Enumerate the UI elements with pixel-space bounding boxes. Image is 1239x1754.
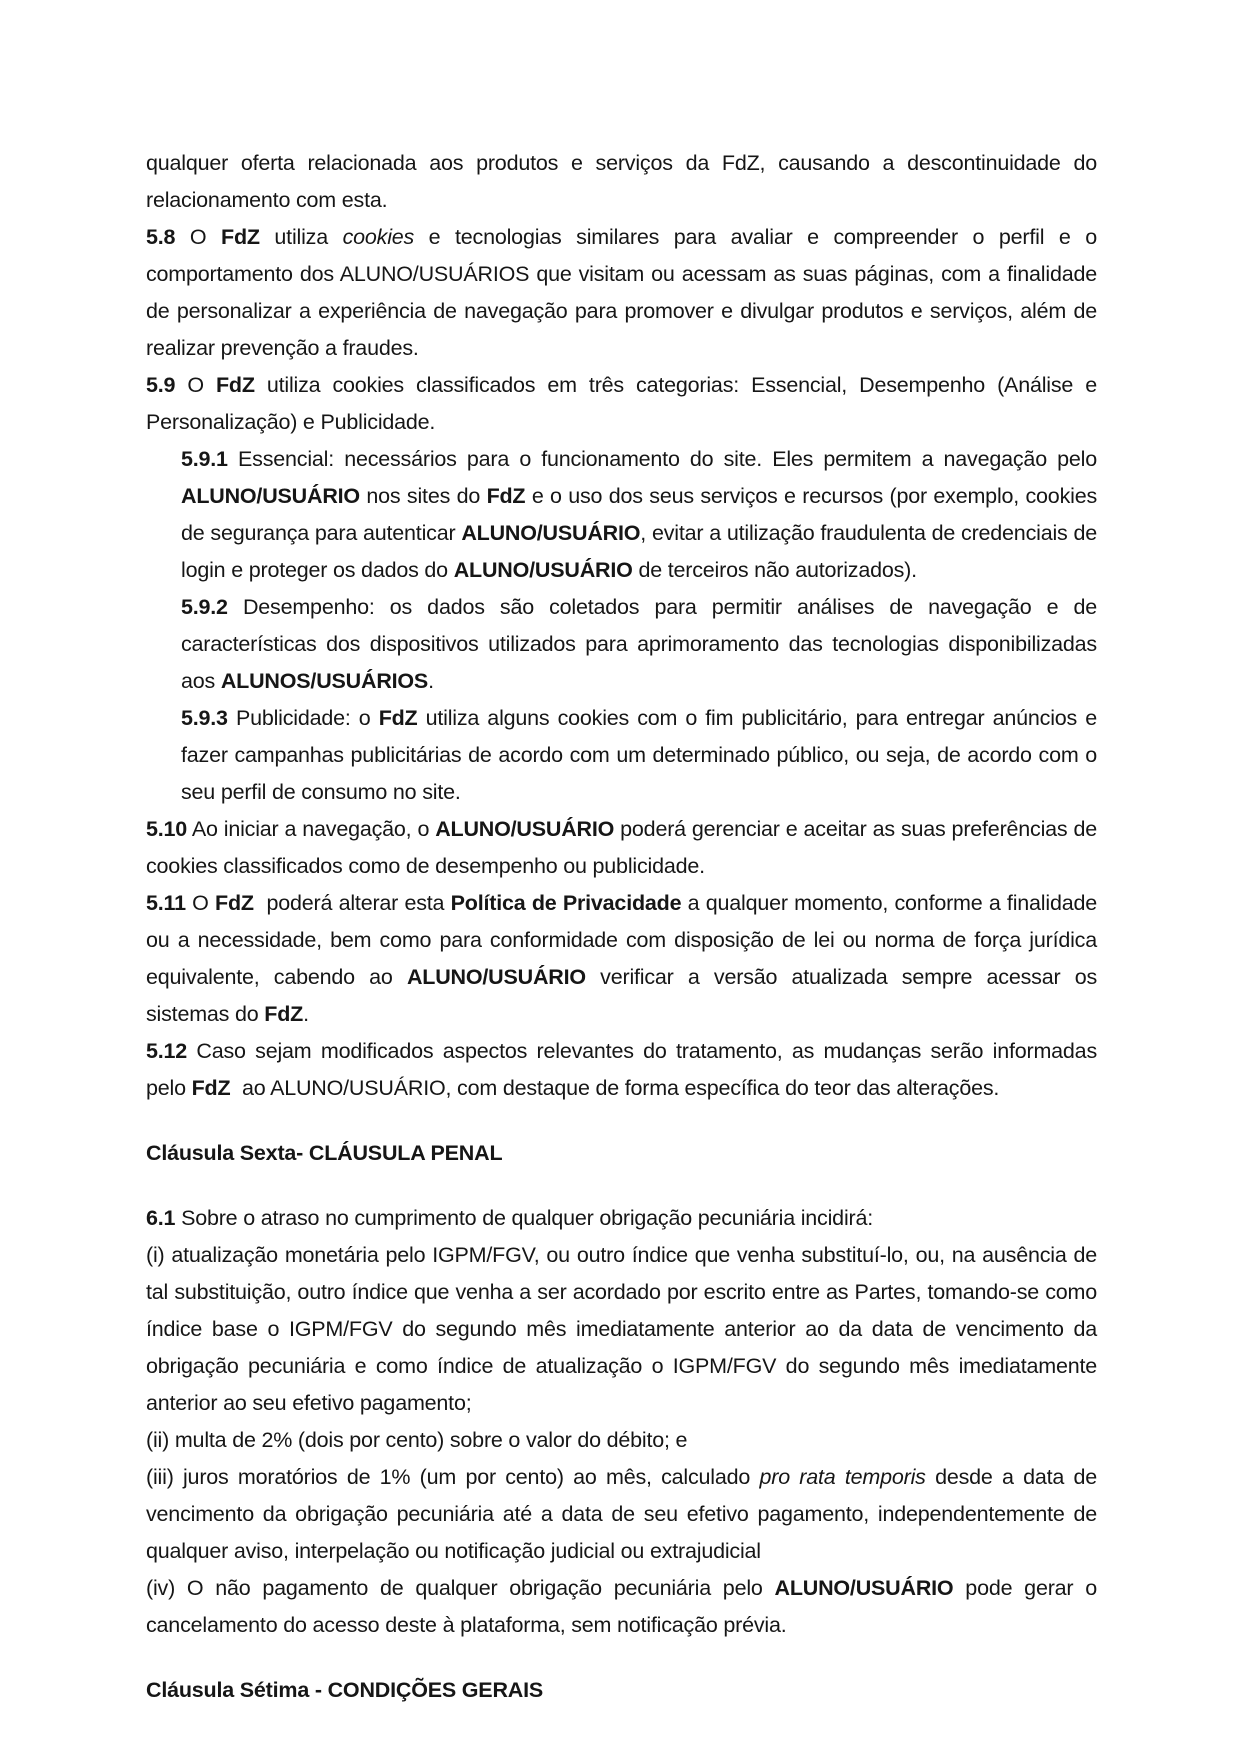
item-iii-run: pro rata temporis — [759, 1465, 926, 1489]
clause-5-9-1-run: e o uso dos seus serviços e recursos (por exemplo, cookies de segurança para autenticar — [181, 484, 1103, 545]
heading-clausula-setima — [146, 1672, 1097, 1709]
clause-5-12-run: FdZ — [191, 1076, 231, 1100]
document-content — [146, 145, 1103, 1737]
item-iii-run: desde a data de vencimento da obrigação pecuniária até a data de seu efetivo pagamento, independentemente de qualquer aviso, interpelação ou notificação judicial ou extrajudicial — [146, 1465, 1103, 1563]
clause-5-9-3-run: Publicidade: o — [227, 706, 379, 730]
clause-5-8 — [146, 219, 1103, 367]
clause-5-10-run: 5.10 — [146, 817, 188, 841]
clause-5-9-2-run: ALUNOS/USUÁRIOS — [220, 669, 429, 693]
clause-5-9-run: utiliza cookies classificados em três categorias: Essencial, Desempenho (Análise e Personalização) e Publicidade. — [146, 373, 1103, 434]
continuation-paragraph-run: qualquer oferta relacionada aos produtos e serviços da FdZ, causando a descontinuidade do relacionamento com esta. — [146, 151, 1103, 212]
clause-5-9 — [146, 367, 1103, 441]
item-iv — [146, 1570, 1103, 1644]
clause-5-8-run: utiliza — [259, 225, 343, 249]
clause-5-11-run: 5.11 — [146, 891, 186, 915]
clause-5-9-2-run: 5.9.2 — [181, 595, 228, 619]
clause-5-12-run: Caso sejam modificados aspectos relevantes do tratamento, as mudanças serão informadas pelo — [146, 1039, 1103, 1100]
clause-5-10-run: ALUNO/USUÁRIO — [435, 817, 615, 841]
heading-clausula-sexta-run: Cláusula Sexta- CLÁUSULA PENAL — [146, 1141, 503, 1165]
clause-5-9-2 — [181, 589, 1103, 700]
clause-5-10 — [146, 811, 1103, 885]
clause-5-9-3-run: FdZ — [378, 706, 418, 730]
clause-5-9-1-run: ALUNO/USUÁRIO — [181, 484, 360, 508]
clause-5-8-run: O — [175, 225, 222, 249]
clause-5-12 — [146, 1033, 1103, 1107]
continuation-paragraph — [146, 145, 1103, 219]
clause-5-9-3-run: utiliza alguns cookies com o fim publicitário, para entregar anúncios e fazer campanhas publicitárias de acordo com um determinado público, ou seja, de acordo com o seu perfil de consumo no site. — [181, 706, 1103, 804]
clause-5-8-run: e tecnologias similares para avaliar e compreender o perfil e o comportamento dos ALUNO/USUÁRIOS que visitam ou acessam as suas páginas, com a finalidade de personalizar a experiência de navegação para promover e divulgar produtos e serviços, além de realizar prevenção a fraudes. — [146, 225, 1103, 360]
item-ii — [146, 1422, 1097, 1459]
clause-5-9-1-run: ALUNO/USUÁRIO — [461, 521, 641, 545]
heading-clausula-setima-run: Cláusula Sétima - CONDIÇÕES GERAIS — [146, 1678, 544, 1702]
clause-5-9-1-run: , evitar a utilização fraudulenta de credenciais de login e proteger os dados do — [181, 521, 1103, 582]
heading-clausula-sexta — [146, 1135, 1097, 1172]
clause-5-11-run: FdZ — [215, 891, 254, 915]
clause-6-1-run: Sobre o atraso no cumprimento de qualquer obrigação pecuniária incidirá: — [175, 1206, 874, 1230]
item-iv-run: pode gerar o cancelamento do acesso deste à plataforma, sem notificação prévia. — [146, 1576, 1103, 1637]
clause-5-11-run: Política de Privacidade — [450, 891, 682, 915]
clause-5-9-1-run: ALUNO/USUÁRIO — [453, 558, 633, 582]
item-iii — [146, 1459, 1103, 1570]
clause-5-9-2-run: Desempenho: os dados são coletados para permitir análises de navegação e de características dos dispositivos utilizados para aprimoramento das tecnologias disponibilizadas aos — [181, 595, 1103, 693]
item-i-run: (i) atualização monetária pelo IGPM/FGV, ou outro índice que venha substituí-lo, ou, na ausência de tal substituição, outro índice que venha a ser acordado por escrito entre as Partes, tomando-se como índice base o IGPM/FGV do segundo mês imediatamente anterior ao da data de vencimento da obrigação pecuniária e como índice de atualização o IGPM/FGV do segundo mês imediatamente anterior ao seu efetivo pagamento; — [146, 1243, 1103, 1415]
clause-5-8-run: cookies — [342, 225, 415, 249]
clause-6-1-run: 6.1 — [146, 1206, 176, 1230]
clause-5-11-run: a qualquer momento, conforme a finalidade ou a necessidade, bem como para conformidade com disposição de lei ou norma de força jurídica equivalente, cabendo ao — [146, 891, 1103, 989]
clause-5-9-1 — [181, 441, 1103, 589]
clause-5-12-run: 5.12 — [146, 1039, 188, 1063]
clause-5-9-1-run: FdZ — [486, 484, 526, 508]
clause-5-12-run: ao ALUNO/USUÁRIO, com destaque de forma específica do teor das alterações. — [230, 1076, 1000, 1100]
clause-5-9-1-run: 5.9.1 — [181, 447, 228, 471]
clause-5-11-run: FdZ — [264, 1002, 304, 1026]
clause-5-9-3 — [181, 700, 1103, 811]
clause-5-11-run: . — [303, 1002, 309, 1026]
clause-5-9-run: 5.9 — [146, 373, 176, 397]
clause-5-11-run: ALUNO/USUÁRIO — [406, 965, 586, 989]
clause-5-11 — [146, 885, 1103, 1033]
clause-5-9-1-run: nos sites do — [359, 484, 487, 508]
clause-5-10-run: Ao iniciar a navegação, o — [187, 817, 436, 841]
item-ii-run: (ii) multa de 2% (dois por cento) sobre o valor do débito; e — [146, 1428, 688, 1452]
clause-5-9-run: O — [175, 373, 216, 397]
clause-5-11-run: O — [185, 891, 216, 915]
item-iv-run: (iv) O não pagamento de qualquer obrigação pecuniária pelo — [146, 1576, 775, 1600]
clause-5-9-2-run: . — [428, 669, 434, 693]
clause-5-9-1-run: Essencial: necessários para o funcionamento do site. Eles permitem a navegação pelo — [227, 447, 1103, 471]
item-iv-run: ALUNO/USUÁRIO — [774, 1576, 954, 1600]
item-i — [146, 1237, 1103, 1422]
clause-5-11-run: poderá alterar esta — [253, 891, 451, 915]
clause-5-11-run: verificar a versão atualizada sempre acessar os sistemas do — [146, 965, 1103, 1026]
clause-6-1 — [146, 1200, 1097, 1237]
clause-5-8-run: FdZ — [221, 225, 260, 249]
clause-5-9-3-run: 5.9.3 — [181, 706, 228, 730]
clause-5-9-1-run: de terceiros não autorizados). — [632, 558, 917, 582]
item-iii-run: (iii) juros moratórios de 1% (um por cento) ao mês, calculado — [146, 1465, 760, 1489]
clause-5-9-run: FdZ — [215, 373, 255, 397]
clause-5-8-run: 5.8 — [146, 225, 176, 249]
clause-5-10-run: poderá gerenciar e aceitar as suas preferências de cookies classificados como de desempenho ou publicidade. — [146, 817, 1103, 878]
